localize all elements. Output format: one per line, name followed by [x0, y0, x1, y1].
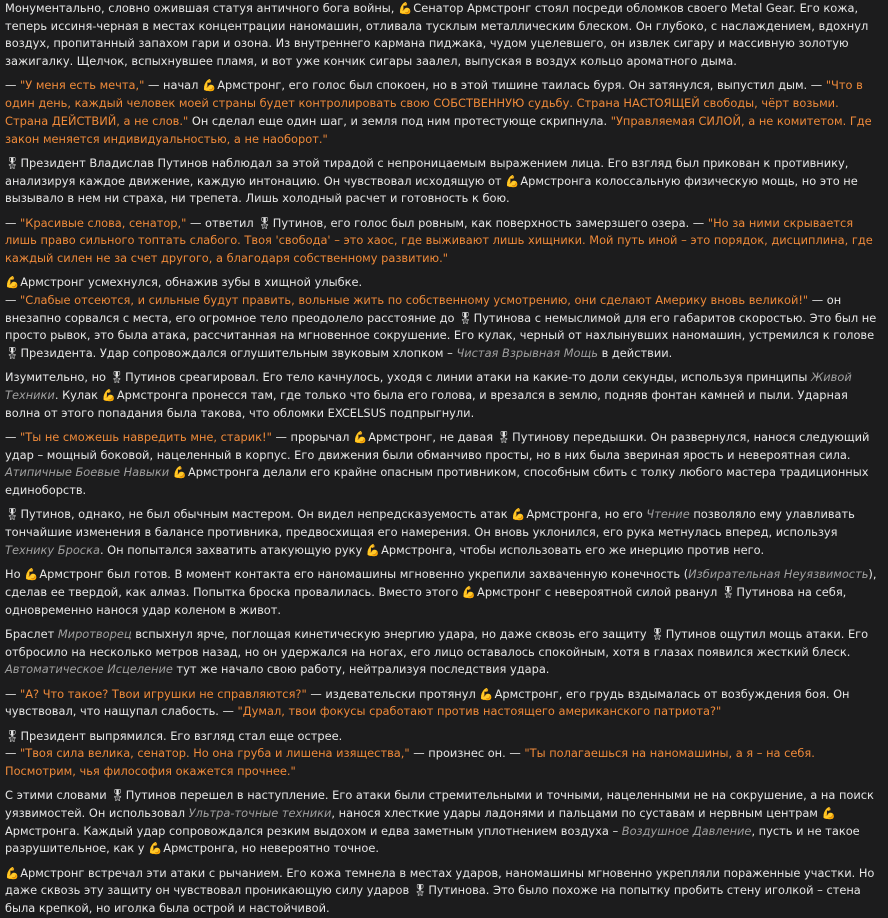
medal-icon: 🎖 — [496, 430, 512, 445]
medal-icon: 🎖 — [5, 346, 20, 361]
narration-text: Армстронг, его голос был спокоен, но в этой тишине таилась буря. Он затянулся, выпустил дым. — — [217, 78, 826, 93]
narration-text: — произнес он. — — [409, 746, 525, 761]
flexed-biceps-icon: 💪 — [365, 542, 381, 557]
technique-name: Чтение — [646, 507, 690, 522]
medal-icon: 🎖 — [650, 626, 665, 641]
story-paragraph — [5, 429, 882, 500]
flexed-biceps-icon: 💪 — [5, 275, 20, 290]
narration-text: . Кулак — [54, 388, 102, 403]
narration-text: Путинову передышки. Он развернулся, нанося следующий удар – мощный боковой, нацеленный в корпус. Его движения были обманчиво просты, но в них была звериная ярость и невероятная сила. — [5, 430, 870, 462]
story-paragraph — [5, 626, 882, 679]
medal-icon: 🎖 — [412, 883, 428, 898]
narration-text: Армстронга колоссальную физическую мощь, но это не вызывало в нем ни страха, ни трепета. Лишь холодный расчет и готовность к бою. — [5, 173, 858, 206]
flexed-biceps-icon: 💪 — [202, 78, 217, 93]
dialogue-quote: "Что в один день, каждый человек моей страны будет контролировать свою СОБСТВЕННУЮ судьбу. Страна НАСТОЯЩЕЙ свободы, чёрт возьми. Страна ДЕЙСТВИЙ, а не слов." — [5, 78, 863, 128]
technique-name: Живой Техники — [5, 370, 852, 403]
narration-text: Президент Владислав Путинов наблюдал за этой тирадой с непроницаемым выражением лица. Его взгляд был прикован к противнику, анализируя каждое движение, каждую интонацию. Он чувствовал исходящую от — [5, 155, 849, 188]
narration-text: Армстронга, но невероятно точное. — [163, 841, 379, 856]
narration-text: . Он попытался захватить атакующую руку — [99, 542, 366, 557]
narration-text: С этими словами — [5, 788, 111, 803]
narration-text: Армстронг с невероятной силой рванул — [477, 584, 721, 599]
narration-text: позволяло ему улавливать тончайшие изменения в балансе противника, предвосхищая его намерения. Он вновь уклонился, его рука метнулась вперед, используя — [5, 507, 855, 540]
story-paragraph — [5, 506, 882, 559]
story-paragraph — [5, 566, 882, 619]
flexed-biceps-icon: 💪 — [148, 841, 163, 856]
narration-text: Армстронг, не давая — [368, 430, 497, 445]
narration-text: — начал — [144, 78, 203, 93]
medal-icon: 🎖 — [109, 370, 125, 385]
narration-text: — — [5, 686, 21, 701]
technique-name: Атипичные Боевые Навыки — [5, 465, 170, 480]
narration-text: — он внезапно сорвался с места, его огромное тело преодолело расстояние до — [5, 292, 842, 325]
dialogue-quote: "Управляемая СИЛОЙ, а не комитетом. Где закон меняется индивидуальностью, а не наоборот." — [5, 113, 872, 146]
narration-text: Путинов среагировал. Его тело качнулось, уходя с линии атаки на какие-то доли секунды, используя принципы — [125, 370, 811, 385]
narration-text: — — [5, 430, 21, 445]
narration-text: Браслет — [5, 626, 58, 641]
narration-text: Президент выпрямился. Его взгляд стал еще острее. — [20, 728, 343, 743]
narration-text: тут же начало свою работу, нейтрализуя последствия удара. — [172, 662, 550, 677]
narration-text: Но — [5, 567, 25, 582]
narration-text: — — [5, 292, 21, 307]
narration-text: Путинова с немыслимой для его габаритов скоростью. Это был не просто рывок, это была атака, рассчитанная на мгновенное сокрушение. Его кулак, черный от нахлынувших наномашин, устремился к голове — [5, 310, 877, 343]
flexed-biceps-icon: 💪 — [479, 686, 494, 701]
dialogue-quote: "Но за ними скрывается лишь право сильного топтать слабого. Твоя 'свобода' – это хаос, где выживают лишь хищники. Мой путь иной – это порядок, дисциплина, где каждый силен не за счет другого, а благодаря собственному развитию." — [5, 215, 873, 265]
technique-name: Ультра-точные техники — [188, 805, 332, 820]
medal-icon: 🎖 — [458, 310, 473, 325]
story-paragraph — [5, 686, 882, 721]
narration-text: Армстронга пронесся там, где только что была его голова, и врезался в землю, подняв фонтан камней и пыли. Ударная волна от этого попадания была такова, что обломки EXCELSUS подпрыгнули. — [5, 388, 848, 420]
narration-text: Сенатор Армстронг стоял посреди обломков своего Metal Gear. Его кожа, теперь иссиня-черная в местах концентрации наномашин, отливала тусклым металлическим блеском. Он глубоко, с наслаждением, вдохнул воздух, пропитанный запахом гари и озона. Из внутреннего кармана пиджака, чудом уцелевшего, он извлек сигару и массивную золотую зажигалку. Щелчок, вспыхнувшее пламя, и вот уже кончик сигары заалел, выпуская в воздух кольцо ароматного дыма. — [5, 1, 869, 69]
medal-icon: 🎖 — [5, 155, 20, 170]
technique-name: Миротворец — [57, 626, 132, 641]
technique-name: Чистая Взрывная Мощь — [456, 346, 598, 361]
flexed-biceps-icon: 💪 — [398, 1, 413, 15]
dialogue-quote: "Ты не сможешь навредить мне, старик!" — [20, 430, 272, 445]
dialogue-quote: "Красивые слова, сенатор," — [20, 215, 187, 230]
flexed-biceps-icon: 💪 — [353, 430, 368, 445]
narration-text: Путинов, однако, не был обычным мастером. Он видел непредсказуемость атак — [20, 507, 512, 522]
narration-text: — издевательски протянул — [306, 686, 480, 701]
flexed-biceps-icon: 💪 — [24, 567, 39, 582]
flexed-biceps-icon: 💪 — [511, 507, 526, 522]
medal-icon: 🎖 — [257, 215, 272, 230]
narration-text: — ответил — [186, 215, 258, 230]
story-paragraph — [5, 787, 882, 858]
story-paragraph — [5, 292, 882, 363]
narration-text: вспыхнул ярче, поглощая кинетическую энергию удара, но даже сквозь его защиту — [131, 626, 651, 641]
story-paragraph — [5, 155, 882, 208]
flexed-biceps-icon: 💪 — [101, 388, 116, 403]
flexed-biceps-icon: 💪 — [505, 173, 520, 188]
narration-text: в действии. — [597, 346, 673, 361]
technique-name: Избирательная Неуязвимость — [688, 567, 869, 582]
story-paragraph — [5, 0, 882, 71]
narration-text: Монументально, словно ожившая статуя античного бога войны, — [5, 1, 399, 15]
dialogue-quote: "Слабые отсеются, и сильные будут править, вольные жить по собственному усмотрению, они сделают Америку вновь великой!" — [20, 292, 809, 307]
narration-text: — — [5, 215, 21, 230]
narration-text: Путинова на себя, одновременно нанося удар коленом в живот. — [5, 584, 847, 617]
narration-text: Президента. Удар сопровождался оглушительным звуковым хлопком – — [20, 346, 457, 361]
narration-text: Изумительно, но — [5, 370, 110, 385]
story-paragraph — [5, 77, 882, 148]
medal-icon: 🎖 — [110, 788, 125, 803]
narration-text: Армстронг был готов. В момент контакта его наномашины мгновенно укрепили захваченную конечность ( — [39, 567, 689, 582]
dialogue-quote: "У меня есть мечта," — [20, 78, 145, 93]
story-paragraph — [5, 728, 882, 746]
dialogue-quote: "Твоя сила велика, сенатор. Но она груба и лишена изящества," — [20, 746, 410, 761]
narration-text: Путинов, его голос был ровным, как поверхность замерзшего озера. — — [272, 215, 708, 230]
story-paragraph — [5, 369, 882, 422]
narration-text: — — [5, 746, 21, 761]
narration-text: , нанося хлесткие удары ладонями и пальцами по суставам и нервным центрам — [331, 805, 822, 820]
dialogue-quote: "Ты полагаешься на наномашины, а я – на себя. Посмотрим, чья философия окажется прочнее." — [5, 746, 815, 778]
technique-name: Автоматическое Исцеление — [5, 662, 173, 677]
narration-text: Армстронга, но его — [526, 507, 647, 522]
narration-text: Армстронга, чтобы использовать его же инерцию против него. — [381, 542, 765, 557]
narration-text: Он сделал еще один шаг, и земля под ним протестующе скрипнула. — [188, 113, 611, 128]
dialogue-quote: "А? Что такое? Твои игрушки не справляются?" — [20, 686, 307, 701]
story-paragraph — [5, 745, 882, 780]
flexed-biceps-icon: 💪 — [821, 805, 836, 820]
narration-text: — прорычал — [271, 430, 353, 445]
narration-text: Армстронг встречал эти атаки с рычанием. Его кожа темнела в местах ударов, наномашины мгновенно укрепляли пораженные участки. Но даже сквозь эту защиту он чувствовал проникающую силу ударов — [5, 865, 875, 898]
medal-icon: 🎖 — [720, 584, 736, 599]
medal-icon: 🎖 — [5, 507, 20, 522]
dialogue-quote: "Думал, твои фокусы сработают против настоящего американского патриота?" — [237, 704, 722, 719]
story-paragraph — [5, 215, 882, 268]
flexed-biceps-icon: 💪 — [461, 584, 477, 599]
narration-text: Армстронг, его грудь вздымалась от возбуждения боя. Он чувствовал, что нащупал слабость. — — [5, 686, 850, 719]
narration-text: Армстронг усмехнулся, обнажив зубы в хищной улыбке. — [20, 275, 363, 290]
narration-text: Путинов ощутил мощь атаки. Его отбросило на несколько метров назад, но он удержался на ногах, его лицо оставалось спокойным, хотя в глазах появился жесткий блеск. — [5, 626, 869, 659]
story-paragraph — [5, 865, 882, 918]
narration-text: Армстронга. Каждый удар сопровождался резким выдохом и едва заметным уплотнением воздуха – — [5, 823, 622, 838]
narration-text: Путинова. Это было похоже на попытку пробить стену иголкой – стена была крепкой, но иголка была острой и настойчивой. — [5, 883, 861, 916]
technique-name: Воздушное Давление — [621, 823, 752, 838]
narration-text: Армстронга делали его крайне опасным противником, способным сбить с толку любого мастера традиционных единоборств. — [5, 465, 869, 498]
medal-icon: 🎖 — [5, 728, 20, 743]
narration-text: ), сделав ее твердой, как алмаз. Попытка броска провалилась. Вместо этого — [5, 567, 877, 599]
narration-text: Путинов перешел в наступление. Его атаки были стремительными и точными, нацеленными не на сокрушение, а на поиск уязвимостей. Он использовал — [5, 788, 874, 820]
flexed-biceps-icon: 💪 — [172, 465, 187, 480]
narration-text: — — [5, 78, 21, 93]
flexed-biceps-icon: 💪 — [5, 865, 20, 880]
narration-text: , пусть и не такое разрушительное, как у — [5, 823, 860, 856]
technique-name: Технику Броска — [5, 542, 100, 557]
story-paragraph — [5, 274, 882, 292]
